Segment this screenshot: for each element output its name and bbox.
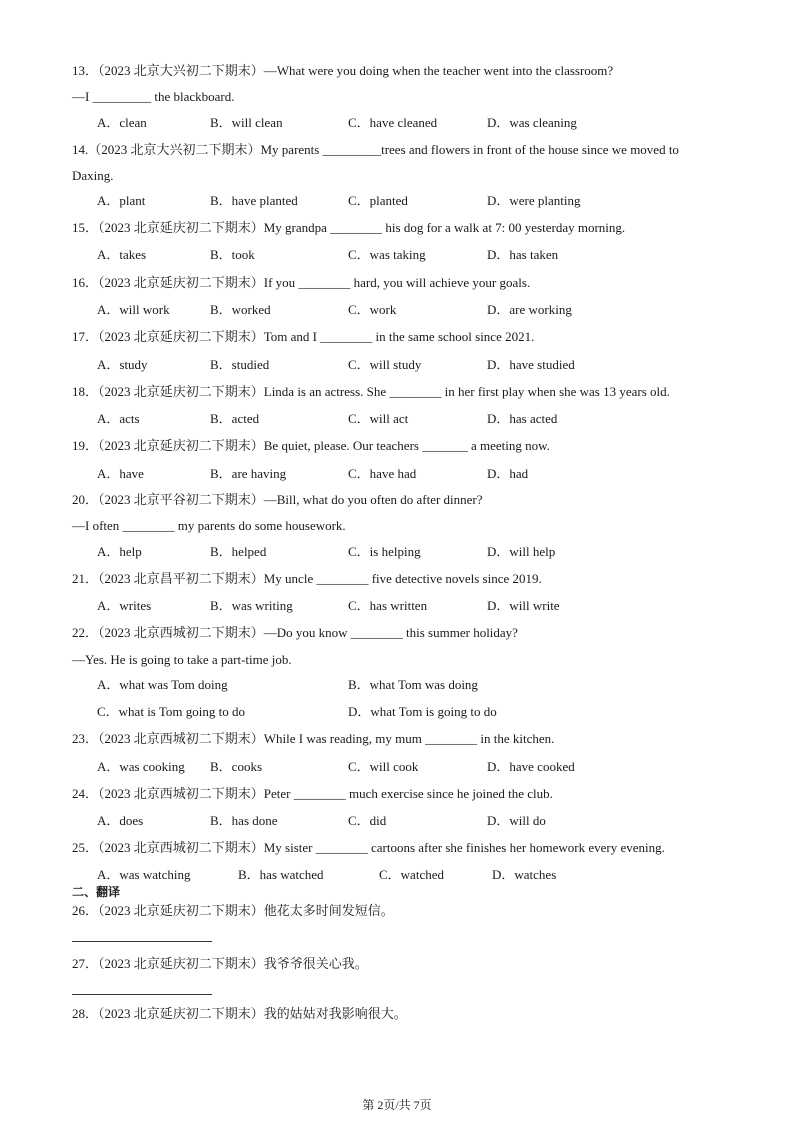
q23-option-a: A．was cooking	[97, 759, 185, 774]
q25-option-d: D．watches	[492, 867, 557, 882]
question-22: 22．（2023 北京西城初二下期末）—Do you know ________ this summer holiday?	[72, 625, 518, 640]
q17-option-d: D．have studied	[487, 357, 575, 372]
q14-option-b: B．have planted	[210, 193, 298, 208]
q18-option-c: C．will act	[348, 411, 409, 426]
q16-option-b: B．worked	[210, 302, 271, 317]
q21-option-a: A．writes	[97, 598, 152, 613]
q25-option-a: A．was watching	[97, 867, 191, 882]
q18-option-a: A．acts	[97, 411, 140, 426]
q16-option-d: D．are working	[487, 302, 572, 317]
q14-option-d: D．were planting	[487, 193, 581, 208]
question-24: 24．（2023 北京西城初二下期末）Peter ________ much exercise since he joined the club.	[72, 786, 553, 801]
q17-option-c: C．will study	[348, 357, 422, 372]
q14-option-a: A．plant	[97, 193, 146, 208]
q22-option-d: D．what Tom is going to do	[348, 704, 497, 719]
question-22-line2: —Yes. He is going to take a part-time job.	[72, 652, 292, 667]
q16-option-a: A．will work	[97, 302, 170, 317]
q25-option-c: C．watched	[379, 867, 444, 882]
q22-option-a: A．what was Tom doing	[97, 677, 228, 692]
q15-option-d: D．has taken	[487, 247, 559, 262]
q21-option-d: D．will write	[487, 598, 560, 613]
q22-option-c: C．what is Tom going to do	[97, 704, 245, 719]
q13-option-d: D．was cleaning	[487, 115, 577, 130]
q20-option-b: B．helped	[210, 544, 267, 559]
answer-line-27[interactable]	[72, 994, 212, 995]
question-13-line2: —I _________ the blackboard.	[72, 89, 235, 104]
q20-option-d: D．will help	[487, 544, 556, 559]
q23-option-c: C．will cook	[348, 759, 419, 774]
q23-option-b: B．cooks	[210, 759, 263, 774]
q19-option-d: D．had	[487, 466, 529, 481]
q23-option-d: D．have cooked	[487, 759, 575, 774]
q21-option-b: B．was writing	[210, 598, 293, 613]
section-heading: 二、翻译	[72, 885, 121, 899]
q16-option-c: C．work	[348, 302, 397, 317]
q22-option-b: B．what Tom was doing	[348, 677, 478, 692]
q24-option-b: B．has done	[210, 813, 278, 828]
q21-option-c: C．has written	[348, 598, 428, 613]
q15-option-c: C．was taking	[348, 247, 426, 262]
question-27: 27．（2023 北京延庆初二下期末）我爷爷很关心我。	[72, 956, 368, 971]
q24-option-c: C．did	[348, 813, 387, 828]
q24-option-d: D．will do	[487, 813, 546, 828]
question-19: 19．（2023 北京延庆初二下期末）Be quiet, please. Our teachers _______ a meeting now.	[72, 438, 550, 453]
q18-option-b: B．acted	[210, 411, 260, 426]
question-21: 21．（2023 北京昌平初二下期末）My uncle ________ five detective novels since 2019.	[72, 571, 542, 586]
q19-option-a: A．have	[97, 466, 144, 481]
q20-option-a: A．help	[97, 544, 142, 559]
q15-option-b: B．took	[210, 247, 255, 262]
question-15: 15．（2023 北京延庆初二下期末）My grandpa ________ his dog for a walk at 7: 00 yesterday morning.	[72, 220, 626, 235]
answer-line-26[interactable]	[72, 941, 212, 942]
question-20-line2: —I often ________ my parents do some housework.	[72, 518, 346, 533]
q18-option-d: D．has acted	[487, 411, 558, 426]
question-26: 26．（2023 北京延庆初二下期末）他花太多时间发短信。	[72, 903, 394, 918]
question-17: 17．（2023 北京延庆初二下期末）Tom and I ________ in the same school since 2021.	[72, 329, 535, 344]
q13-option-c: C．have cleaned	[348, 115, 438, 130]
q24-option-a: A．does	[97, 813, 144, 828]
q25-option-b: B．has watched	[238, 867, 324, 882]
q19-option-b: B．are having	[210, 466, 287, 481]
q17-option-a: A．study	[97, 357, 148, 372]
q13-option-b: B．will clean	[210, 115, 283, 130]
q20-option-c: C．is helping	[348, 544, 421, 559]
question-14: 14.（2023 北京大兴初二下期末）My parents _________trees and flowers in front of the house since we moved to	[72, 142, 679, 157]
question-13: 13．（2023 北京大兴初二下期末）—What were you doing when the teacher went into the classroom?	[72, 63, 614, 78]
question-16: 16．（2023 北京延庆初二下期末）If you ________ hard, you will achieve your goals.	[72, 275, 531, 290]
q13-option-a: A．clean	[97, 115, 147, 130]
question-23: 23．（2023 北京西城初二下期末）While I was reading, my mum ________ in the kitchen.	[72, 731, 555, 746]
question-20: 20．（2023 北京平谷初二下期末）—Bill, what do you often do after dinner?	[72, 492, 483, 507]
q15-option-a: A．takes	[97, 247, 147, 262]
q17-option-b: B．studied	[210, 357, 270, 372]
q14-option-c: C．planted	[348, 193, 408, 208]
q19-option-c: C．have had	[348, 466, 417, 481]
page-footer: 第 2页/共 7页	[362, 1098, 432, 1112]
question-28: 28．（2023 北京延庆初二下期末）我的姑姑对我影响很大。	[72, 1006, 407, 1021]
question-25: 25．（2023 北京西城初二下期末）My sister ________ cartoons after she finishes her homework every evening.	[72, 840, 665, 855]
question-18: 18．（2023 北京延庆初二下期末）Linda is an actress. She ________ in her first play when she was 13 years old.	[72, 384, 670, 399]
question-14-line2: Daxing.	[72, 168, 114, 183]
